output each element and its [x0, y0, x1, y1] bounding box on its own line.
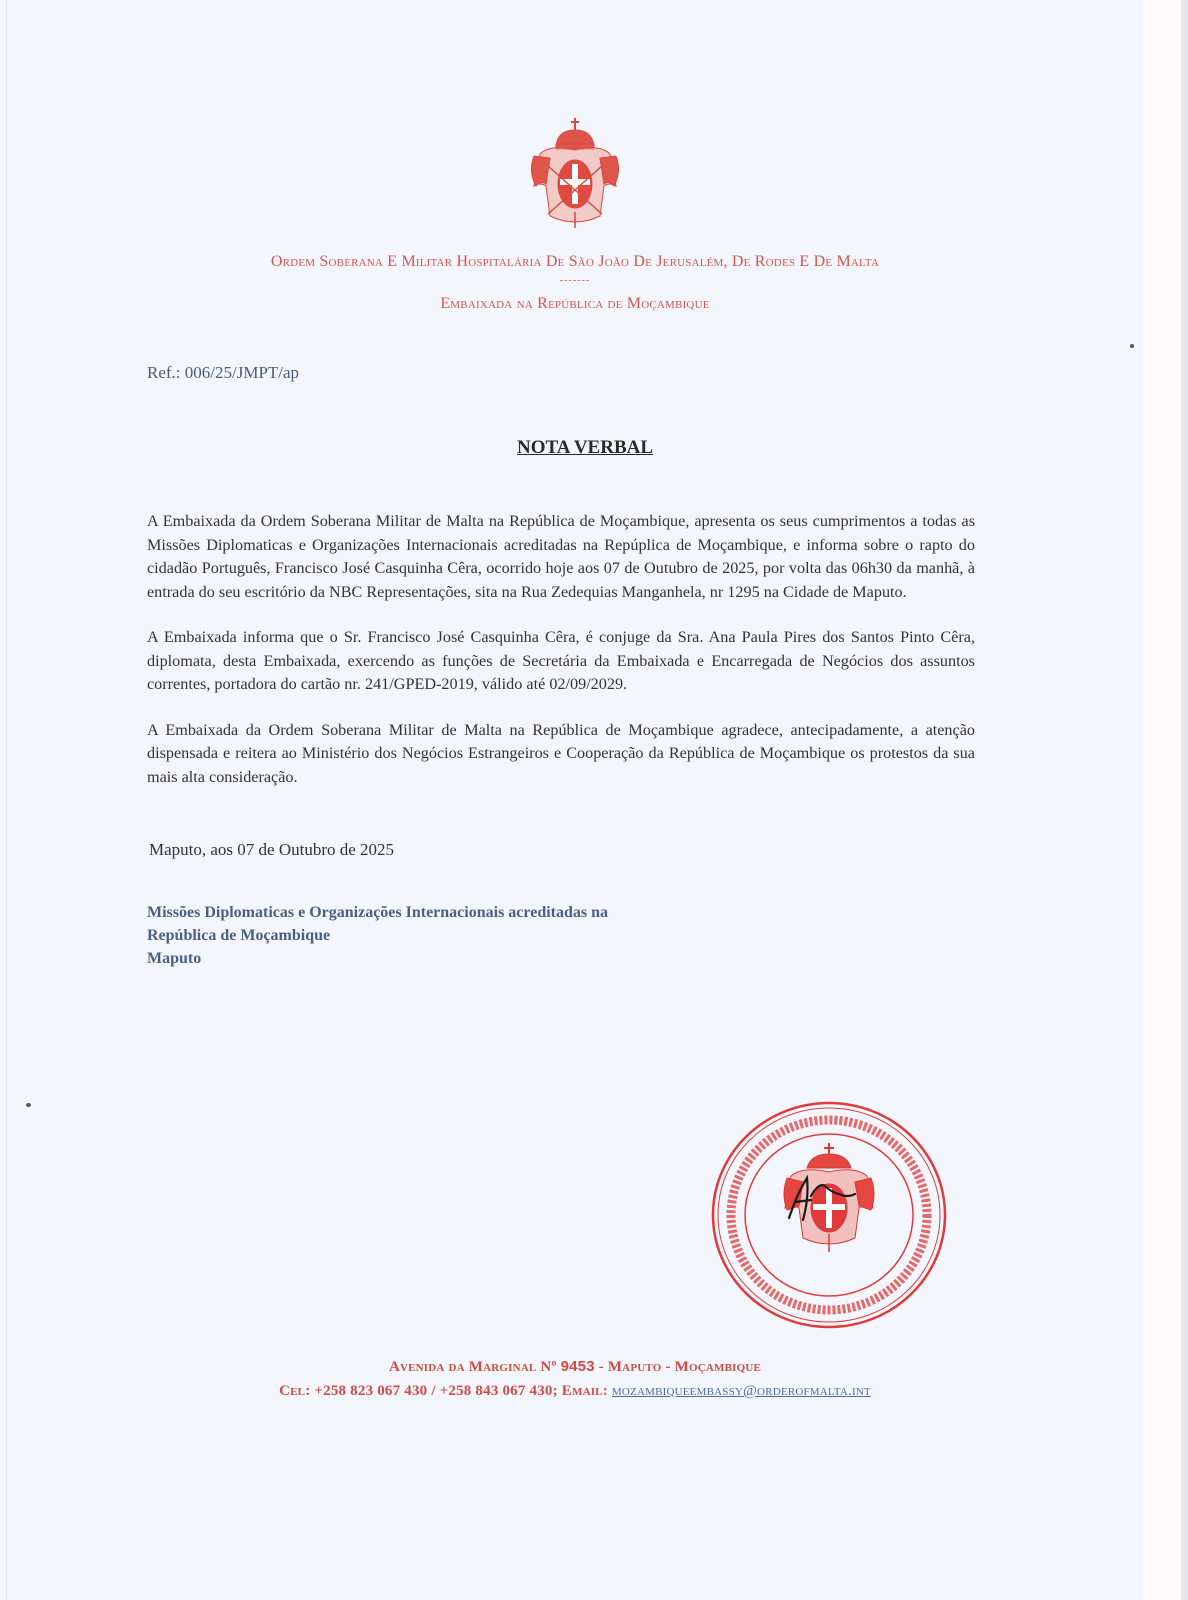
addressee-line-1: Missões Diplomaticas e Organizações Internacionais acreditadas na [147, 904, 609, 921]
order-of-malta-crest-icon [520, 116, 630, 236]
email-label: Email: [561, 1383, 612, 1399]
body-paragraph-1: A Embaixada da Ordem Soberana Militar de Malta na República de Moçambique, apresenta os seus cumprimentos a todas as Missões Diplomaticas e Organizações Internacionais acreditadas na Repúplica de Moçambique, e informa sobre o rapto do cidadão Português, Francisco José Casquinha Cêra, ocorrido hoje aos 07 de Outubro de 2025, por volta das 06h30 da manhã, à entrada do seu escritório da NBC Representações, sita na Rua Zedequias Manganhela, nr 1295 na Cidade de Maputo. [147, 512, 975, 601]
document-title [7, 436, 1143, 460]
scan-speck [1130, 344, 1134, 348]
phone-label: Cel: [279, 1383, 315, 1399]
embassy-name: Embaixada na República de Moçambique [440, 295, 710, 312]
body-paragraph-2: A Embaixada informa que o Sr. Francisco José Casquinha Cêra, é conjuge da Sra. Ana Paula Pires dos Santos Pinto Cêra, diplomata, desta Embaixada, exercendo as funções de Secretária da Embaixada e Encarregada de Negócios dos assuntos correntes, portadora do cartão nr. 241/GPED-2019, válido até 02/09/2029. [147, 628, 975, 693]
body-paragraph-3: A Embaixada da Ordem Soberana Militar de Malta na República de Moçambique agradece, antecipadamente, a atenção dispensada e reitera ao Ministério dos Negócios Estrangeiros e Cooperação da República de Moçambique os protestos da sua mais alta consideração. [147, 720, 975, 786]
scan-margin-strip [1143, 0, 1181, 1600]
place-and-date: Maputo, aos 07 de Outubro de 2025 [149, 840, 395, 859]
email-link[interactable]: mozambiqueembassy@orderofmalta.int [611, 1383, 871, 1399]
embassy-seal-stamp [707, 1098, 952, 1333]
footer-contacts [7, 1380, 1143, 1402]
addressee-block [147, 901, 767, 970]
addressee-line-2: República de Moçambique [147, 927, 331, 944]
header-separator: ------- [559, 275, 591, 286]
letter-body-flow [7, 0, 1143, 970]
phone-numbers: +258 823 067 430 / +258 843 067 430; [314, 1383, 562, 1399]
footer-address-prefix: Avenida da Marginal Nº [388, 1359, 561, 1375]
footer-address [7, 1356, 1143, 1378]
scan-edge [1181, 0, 1188, 1600]
footer [7, 1356, 1143, 1402]
document-title-text: NOTA VERBAL [516, 437, 654, 458]
crest-container [7, 116, 1143, 238]
organization-name: Ordem Soberana E Militar Hospitalária De São João De Jerusalém, De Rodes E De Malta [270, 253, 880, 270]
footer-address-suffix: - Maputo - Moçambique [594, 1359, 762, 1375]
document-page [6, 0, 1143, 1600]
footer-address-number: 9453 [560, 1358, 595, 1375]
scan-speck [26, 1103, 31, 1107]
reference-number: Ref.: 006/25/JMPT/ap [147, 363, 300, 382]
addressee-line-3: Maputo [147, 950, 202, 967]
